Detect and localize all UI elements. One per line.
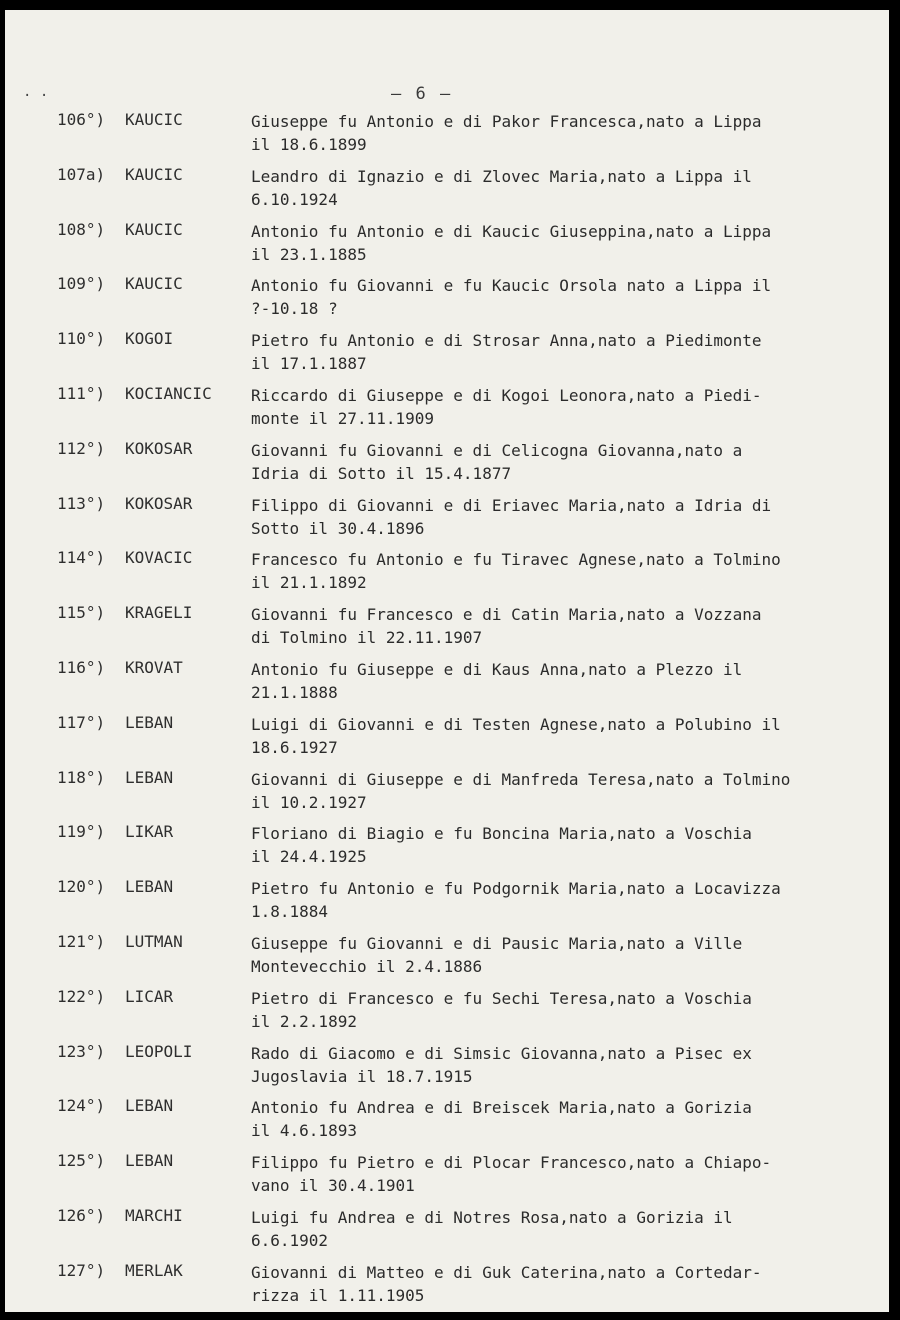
list-item xyxy=(5,110,889,160)
entry-details xyxy=(251,329,881,375)
entry-line-1: Giovanni di Matteo e di Guk Caterina,nato a Cortedar- xyxy=(251,1262,762,1282)
entry-line-2: il 17.1.1887 xyxy=(251,354,367,374)
entry-number: 121°) xyxy=(57,932,106,951)
list-item xyxy=(5,274,889,324)
entry-line-1: Francesco fu Antonio e fu Tiravec Agnese,nato a Tolmino xyxy=(251,550,781,570)
list-item xyxy=(5,494,889,544)
entry-number: 116°) xyxy=(57,658,106,677)
list-item xyxy=(5,768,889,818)
entry-line-1: Antonio fu Antonio e di Kaucic Giuseppina,nato a Lippa xyxy=(251,221,772,241)
entry-number: 107a) xyxy=(57,164,106,184)
entry-line-2: rizza il 1.11.1905 xyxy=(251,1285,425,1305)
entry-line-2: il 24.4.1925 xyxy=(251,847,367,867)
margin-marks: · · xyxy=(23,88,49,104)
list-item xyxy=(5,439,889,489)
list-item xyxy=(5,165,889,215)
entry-details xyxy=(251,274,881,320)
entry-line-1: Antonio fu Andrea e di Breiscek Maria,nato a Gorizia xyxy=(251,1098,752,1118)
entry-surname: KOVACIC xyxy=(125,548,193,568)
entry-details xyxy=(251,1151,881,1197)
entry-surname: KAUCIC xyxy=(125,164,183,184)
entry-line-2: di Tolmino il 22.11.1907 xyxy=(251,628,483,648)
list-item xyxy=(5,1042,889,1092)
entry-details xyxy=(251,658,881,704)
entry-line-1: Floriano di Biagio e fu Boncina Maria,nato a Voschia xyxy=(251,824,752,844)
entry-surname: MARCHI xyxy=(125,1206,183,1225)
entry-line-1: Filippo fu Pietro e di Plocar Francesco,nato a Chiapo- xyxy=(251,1153,772,1173)
entry-details xyxy=(251,494,881,540)
entry-line-2: Montevecchio il 2.4.1886 xyxy=(251,957,483,976)
entry-details xyxy=(251,548,881,594)
entry-number: 127°) xyxy=(57,1260,106,1280)
typed-page xyxy=(5,10,889,1312)
entry-number: 106°) xyxy=(57,110,106,129)
entry-line-1: Antonio fu Giuseppe e di Kaus Anna,nato a Plezzo il xyxy=(251,660,743,679)
list-item xyxy=(5,329,889,379)
entry-number: 123°) xyxy=(57,1041,106,1061)
entry-number: 125°) xyxy=(57,1151,106,1171)
entry-number: 112°) xyxy=(57,438,106,458)
entry-line-1: Giuseppe fu Antonio e di Pakor Francesca,nato a Lippa xyxy=(251,112,762,131)
entry-details xyxy=(251,220,881,266)
entry-details xyxy=(251,822,881,868)
list-item xyxy=(5,603,889,653)
entry-details xyxy=(251,1206,881,1252)
entry-surname: KAUCIC xyxy=(125,219,183,239)
entry-line-2: 21.1.1888 xyxy=(251,683,338,702)
entry-number: 110°) xyxy=(57,329,106,349)
entry-number: 118°) xyxy=(57,767,106,787)
entry-line-2: il 21.1.1892 xyxy=(251,573,367,593)
entry-surname: LUTMAN xyxy=(125,932,183,951)
entry-number: 114°) xyxy=(57,548,106,568)
list-item xyxy=(5,384,889,434)
entry-line-1: Antonio fu Giovanni e fu Kaucic Orsola nato a Lippa il xyxy=(251,276,772,296)
entry-line-2: 6.6.1902 xyxy=(251,1231,329,1250)
entry-surname: LEBAN xyxy=(125,712,174,732)
entry-surname: LICAR xyxy=(125,986,174,1006)
entry-line-2: ?-10.18 ? xyxy=(251,299,338,319)
entry-surname: KAUCIC xyxy=(125,110,183,129)
entry-line-2: Idria di Sotto il 15.4.1877 xyxy=(251,463,512,483)
entry-line-1: Giuseppe fu Giovanni e di Pausic Maria,nato a Ville xyxy=(251,934,743,953)
entry-number: 111°) xyxy=(57,384,106,403)
entry-line-2: vano il 30.4.1901 xyxy=(251,1176,415,1196)
list-item xyxy=(5,1261,889,1311)
entry-number: 108°) xyxy=(57,219,106,239)
entry-line-1: Giovanni di Giuseppe e di Manfreda Teresa,nato a Tolmino xyxy=(251,769,791,789)
entry-surname: LEBAN xyxy=(125,1151,174,1171)
list-item xyxy=(5,548,889,598)
entry-surname: LEBAN xyxy=(125,877,174,897)
entry-line-1: Leandro di Ignazio e di Zlovec Maria,nato a Lippa il xyxy=(251,166,752,186)
entry-surname: KOGOI xyxy=(125,329,174,349)
entry-surname: LEBAN xyxy=(125,1096,174,1116)
list-item xyxy=(5,877,889,927)
entry-line-2: 1.8.1884 xyxy=(251,902,329,922)
list-item xyxy=(5,713,889,763)
entry-details xyxy=(251,1096,881,1142)
entry-line-2: il 4.6.1893 xyxy=(251,1121,357,1141)
entry-line-1: Pietro di Francesco e fu Sechi Teresa,nato a Voschia xyxy=(251,988,752,1008)
entry-line-2: 18.6.1927 xyxy=(251,737,338,757)
entry-line-1: Giovanni fu Francesco e di Catin Maria,nato a Vozzana xyxy=(251,605,762,625)
entry-number: 113°) xyxy=(57,493,106,513)
entry-surname: KROVAT xyxy=(125,658,183,677)
entry-line-2: Sotto il 30.4.1896 xyxy=(251,518,425,538)
entry-surname: KOKOSAR xyxy=(125,438,193,458)
list-item xyxy=(5,1096,889,1146)
list-item xyxy=(5,1151,889,1201)
entry-line-1: Luigi di Giovanni e di Testen Agnese,nato a Polubino il xyxy=(251,714,781,734)
list-item xyxy=(5,932,889,982)
entry-line-2: 6.10.1924 xyxy=(251,189,338,209)
list-item xyxy=(5,1206,889,1256)
entry-number: 122°) xyxy=(57,986,106,1006)
entry-surname: KAUCIC xyxy=(125,274,183,294)
entry-details xyxy=(251,165,881,211)
entry-details xyxy=(251,987,881,1033)
entry-number: 119°) xyxy=(57,822,106,842)
entry-line-1: Pietro fu Antonio e fu Podgornik Maria,nato a Locavizza xyxy=(251,879,781,899)
entry-line-1: Rado di Giacomo e di Simsic Giovanna,nato a Pisec ex xyxy=(251,1043,752,1063)
entry-details xyxy=(251,932,881,978)
entry-surname: KRAGELI xyxy=(125,603,193,623)
entry-line-2: il 23.1.1885 xyxy=(251,244,367,264)
entry-details xyxy=(251,439,881,485)
entry-surname: KOCIANCIC xyxy=(125,384,212,403)
entry-line-1: Pietro fu Antonio e di Strosar Anna,nato a Piedimonte xyxy=(251,331,762,351)
list-item xyxy=(5,822,889,872)
entry-surname: LIKAR xyxy=(125,822,174,842)
entry-details xyxy=(251,110,881,156)
entry-line-1: Luigi fu Andrea e di Notres Rosa,nato a Gorizia il xyxy=(251,1208,733,1227)
entry-number: 109°) xyxy=(57,274,106,294)
entry-surname: LEOPOLI xyxy=(125,1041,193,1061)
entry-details xyxy=(251,1042,881,1088)
entry-details xyxy=(251,768,881,814)
entry-number: 117°) xyxy=(57,712,106,732)
entry-line-1: Filippo di Giovanni e di Eriavec Maria,nato a Idria di xyxy=(251,495,772,515)
entry-line-2: il 2.2.1892 xyxy=(251,1011,357,1031)
entry-surname: MERLAK xyxy=(125,1260,183,1280)
entry-details xyxy=(251,877,881,923)
entry-line-2: Jugoslavia il 18.7.1915 xyxy=(251,1066,473,1086)
list-item xyxy=(5,220,889,270)
list-item xyxy=(5,987,889,1037)
entry-line-1: Riccardo di Giuseppe e di Kogoi Leonora,nato a Piedi- xyxy=(251,386,762,405)
entry-line-2: monte il 27.11.1909 xyxy=(251,409,435,428)
entry-details xyxy=(251,603,881,649)
entry-surname: LEBAN xyxy=(125,767,174,787)
entry-surname: KOKOSAR xyxy=(125,493,193,513)
list-item xyxy=(5,658,889,708)
entry-number: 120°) xyxy=(57,877,106,897)
entry-number: 124°) xyxy=(57,1096,106,1116)
page-number: – 6 – xyxy=(391,84,453,104)
entry-details xyxy=(251,713,881,759)
entry-number: 115°) xyxy=(57,603,106,623)
entry-line-2: il 18.6.1899 xyxy=(251,135,367,154)
entry-line-1: Giovanni fu Giovanni e di Celicogna Giovanna,nato a xyxy=(251,440,743,460)
entry-details xyxy=(251,1261,881,1307)
entry-details xyxy=(251,384,881,430)
entry-number: 126°) xyxy=(57,1206,106,1225)
entry-line-2: il 10.2.1927 xyxy=(251,792,367,812)
